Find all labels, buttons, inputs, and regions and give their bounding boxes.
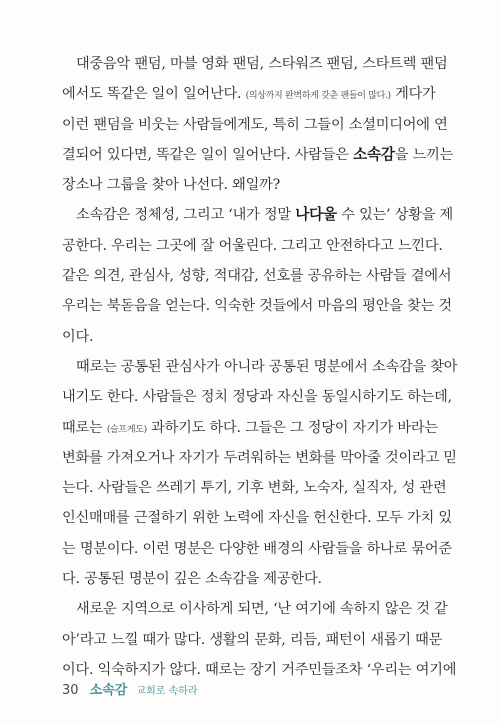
text-run: 때로는 [62, 419, 107, 436]
text-line [62, 231, 443, 261]
text-run: 을 느끼는 [394, 146, 454, 163]
text-run: 소속감은 정체성, 그리고 ‘내가 정말 [76, 207, 296, 224]
text-line [62, 413, 438, 443]
parenthetical-note: (슬프게도) [106, 424, 147, 435]
text-run: 에서도 똑같은 일이 일어난다. [62, 86, 246, 103]
text-run: 아’라고 느낄 때가 많다. 생활의 문화, 리듬, 패턴이 새롭기 때문 [62, 631, 443, 648]
text-run: 는다. 사람들은 쓰레기 투기, 기후 변화, 노숙자, 실직자, 성 관련 [62, 480, 447, 497]
parenthetical-note: (의상까지 완벽하게 갖춘 팬들이 많다.) [245, 91, 391, 102]
text-line [62, 79, 434, 109]
text-run: 수 있는’ 상황을 제 [336, 207, 454, 224]
body-text [62, 49, 458, 685]
text-run: 결되어 있다면, 똑같은 일이 일어난다. 사람들은 [62, 146, 354, 163]
emphasized-term: 소속감 [353, 145, 395, 163]
text-run: 다. 공통된 명분이 깊은 소속감을 제공한다. [62, 571, 322, 588]
text-run: 변화를 가져오거나 자기가 두려워하는 변화를 막아줄 것이라고 믿 [62, 449, 457, 466]
text-run: 이런 팬덤을 비웃는 사람들에게도, 특히 그들이 소셜미디어에 연 [62, 116, 448, 133]
text-run: 내기도 한다. 사람들은 정치 정당과 자신을 동일시하기도 하는데, [62, 389, 452, 406]
text-run: 때로는 공통된 관심사가 아니라 공통된 명분에서 소속감을 찾아 [76, 358, 458, 375]
text-line [62, 291, 452, 321]
text-run: 새로운 지역으로 이사하게 되면, ‘난 여기에 속하지 않은 것 같 [76, 601, 448, 618]
text-run: 이다. [62, 328, 94, 345]
text-run: 게다가 [390, 86, 436, 103]
text-run: 이다. 익숙하지가 않다. 때로는 장기 거주민들조차 ‘우리는 여기에 [62, 661, 457, 678]
text-run: 우리는 북돋음을 얻는다. 익숙한 것들에서 마음의 평안을 찾는 것 [62, 298, 452, 315]
text-run: 과하기도 하다. 그들은 그 정당이 자기가 바라는 [146, 419, 438, 436]
running-subtitle: 교회로 속하라 [136, 686, 198, 697]
text-line [62, 594, 448, 624]
text-line [62, 49, 448, 79]
text-line [62, 625, 443, 655]
text-line [62, 110, 448, 140]
text-line [62, 140, 454, 170]
page-footer [62, 680, 198, 698]
text-line [62, 200, 454, 230]
text-line [62, 352, 458, 382]
text-run: 대중음악 팬덤, 마블 영화 팬덤, 스타워즈 팬덤, 스타트렉 팬덤 [76, 56, 448, 72]
text-run: 는 명분이다. 이런 명분은 다양한 배경의 사람들을 하나로 묶어준 [62, 540, 452, 557]
text-run: 장소나 그룹을 찾아 나선다. 왜일까? [62, 177, 281, 194]
text-line [62, 443, 457, 473]
text-line [62, 564, 434, 594]
text-line [62, 503, 452, 533]
text-line [62, 534, 452, 564]
running-title: 소속감 [89, 683, 128, 698]
text-line [62, 322, 434, 352]
text-run: 같은 의견, 관심사, 성향, 적대감, 선호를 공유하는 사람들 곁에서 [62, 268, 452, 285]
page-number: 30 [62, 683, 79, 698]
text-line [62, 261, 452, 291]
text-line [62, 382, 452, 412]
text-run: 공한다. 우리는 그곳에 잘 어울린다. 그리고 안전하다고 느낀다. [62, 237, 443, 254]
text-line [62, 473, 447, 503]
text-run: 인신매매를 근절하기 위한 노력에 자신을 헌신한다. 모두 가치 있 [62, 510, 452, 527]
text-line [62, 170, 434, 200]
emphasized-term: 나다울 [295, 206, 337, 224]
